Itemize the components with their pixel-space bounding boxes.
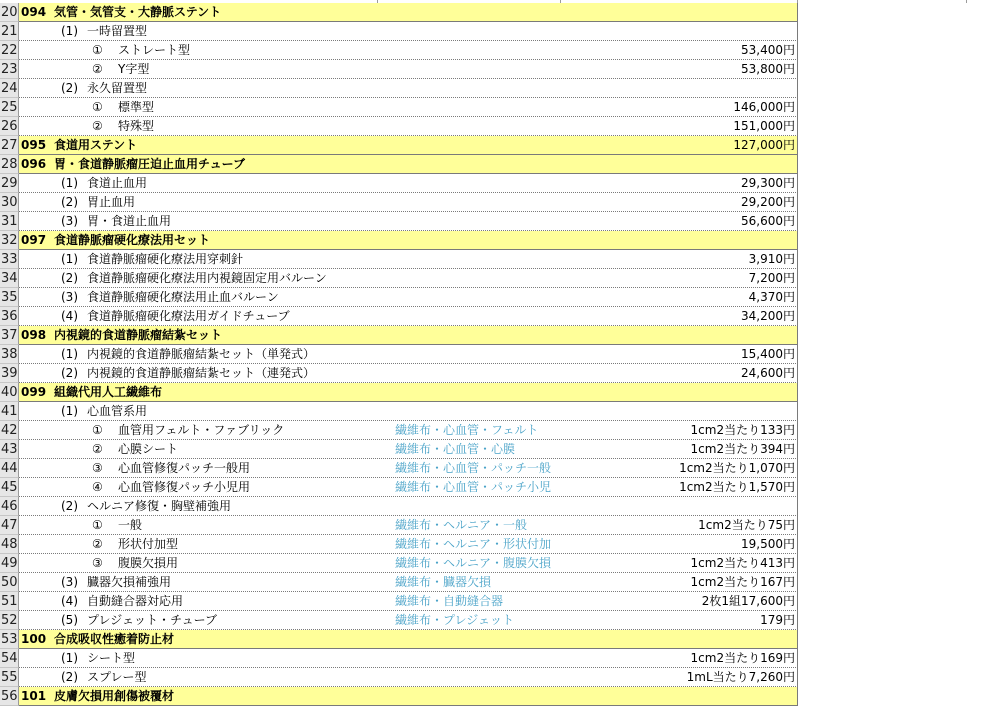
row-number[interactable]: 40 — [1, 385, 18, 400]
row-number[interactable]: 22 — [1, 43, 18, 58]
item-cell[interactable] — [19, 79, 798, 98]
cell-border — [797, 288, 798, 307]
table-row[interactable] — [0, 3, 996, 22]
row-number[interactable]: 45 — [1, 480, 18, 495]
table-row[interactable] — [0, 307, 996, 326]
row-number[interactable]: 29 — [1, 176, 18, 191]
item-code: (2) — [61, 271, 78, 285]
item-cell[interactable] — [19, 269, 798, 288]
row-number[interactable]: 47 — [1, 518, 18, 533]
item-label: 皮膚欠損用創傷被覆材 — [54, 689, 175, 703]
item-code: ② — [92, 119, 103, 133]
table-row[interactable] — [0, 117, 996, 136]
item-label: 標準型 — [118, 100, 155, 114]
cell-border — [797, 193, 798, 212]
table-row[interactable] — [0, 326, 996, 345]
item-code: (1) — [61, 651, 78, 665]
cell-border — [797, 592, 798, 611]
item-label: 一時留置型 — [87, 24, 148, 38]
item-code: ② — [92, 62, 103, 76]
item-label: シート型 — [87, 651, 136, 665]
row-number[interactable]: 55 — [1, 670, 18, 685]
item-code: (2) — [61, 195, 78, 209]
price-value: 179円 — [760, 613, 795, 627]
item-cell[interactable] — [19, 288, 798, 307]
price-value: 1cm2当たり75円 — [698, 518, 795, 532]
item-code: 096 — [21, 157, 47, 171]
price-value: 127,000円 — [733, 138, 795, 152]
price-value: 56,600円 — [741, 214, 795, 228]
item-cell[interactable] — [19, 478, 798, 497]
cell-border — [797, 212, 798, 231]
item-label: 一般 — [118, 518, 143, 532]
table-row[interactable] — [0, 649, 996, 668]
item-label: Y字型 — [118, 62, 150, 76]
item-code: ① — [92, 43, 103, 57]
table-row[interactable] — [0, 212, 996, 231]
price-value: 1cm2当たり413円 — [690, 556, 795, 570]
cell-border — [797, 516, 798, 535]
price-value: 53,400円 — [741, 43, 795, 57]
item-code: 098 — [21, 328, 47, 342]
row-number[interactable]: 43 — [1, 442, 18, 457]
row-number[interactable]: 31 — [1, 214, 18, 229]
item-label: 永久留置型 — [87, 81, 148, 95]
item-label: 食道静脈瘤硬化療法用止血バルーン — [87, 290, 279, 304]
item-code: (4) — [61, 594, 78, 608]
row-number[interactable]: 52 — [1, 613, 18, 628]
item-label: 心血管修復パッチ一般用 — [118, 461, 251, 475]
section-header-cell[interactable] — [19, 630, 798, 649]
row-number[interactable]: 32 — [1, 233, 18, 248]
table-row[interactable] — [0, 611, 996, 630]
cell-border — [797, 136, 798, 155]
price-value: 4,370円 — [748, 290, 795, 304]
item-cell[interactable] — [19, 421, 798, 440]
cell-border — [797, 383, 798, 402]
row-number[interactable]: 48 — [1, 537, 18, 552]
cell-border — [797, 630, 798, 649]
table-row[interactable] — [0, 687, 996, 706]
item-label: 腹膜欠損用 — [118, 556, 179, 570]
item-label: 形状付加型 — [118, 537, 179, 551]
item-code: (1) — [61, 404, 78, 418]
cell-border — [797, 478, 798, 497]
item-code: 101 — [21, 689, 47, 703]
category-label: 繊維布・心血管・心膜 — [395, 442, 516, 456]
cell-border — [797, 22, 798, 41]
row-number[interactable]: 38 — [1, 347, 18, 362]
row-number[interactable]: 53 — [1, 632, 18, 647]
item-label: 特殊型 — [118, 119, 155, 133]
item-label: 食道静脈瘤硬化療法用内視鏡固定用バルーン — [87, 271, 327, 285]
item-label: 食道静脈瘤硬化療法用ガイドチューブ — [87, 309, 290, 323]
item-code: (5) — [61, 613, 78, 627]
price-value: 34,200円 — [741, 309, 795, 323]
price-value: 146,000円 — [733, 100, 795, 114]
category-label: 繊維布・心血管・パッチ小児 — [395, 480, 552, 494]
price-value: 1mL当たり7,260円 — [686, 670, 795, 684]
table-row[interactable] — [0, 554, 996, 573]
table-row[interactable] — [0, 155, 996, 174]
row-number[interactable]: 56 — [1, 689, 18, 704]
price-value: 1cm2当たり1,570円 — [679, 480, 795, 494]
table-row[interactable] — [0, 60, 996, 79]
category-label: 繊維布・ヘルニア・形状付加 — [395, 537, 552, 551]
table-row[interactable] — [0, 535, 996, 554]
item-label: 臓器欠損補強用 — [87, 575, 172, 589]
row-number[interactable]: 20 — [1, 5, 18, 20]
item-cell[interactable] — [19, 98, 798, 117]
item-code: (2) — [61, 81, 78, 95]
row-number[interactable]: 21 — [1, 24, 18, 39]
row-number[interactable]: 28 — [1, 157, 18, 172]
item-code: 094 — [21, 5, 47, 19]
row-number[interactable]: 41 — [1, 404, 18, 419]
item-code: ① — [92, 518, 103, 532]
row-number[interactable]: 50 — [1, 575, 18, 590]
row-number[interactable]: 24 — [1, 81, 18, 96]
row-number[interactable]: 30 — [1, 195, 18, 210]
item-code: 100 — [21, 632, 47, 646]
cell-border — [797, 60, 798, 79]
item-code: (1) — [61, 252, 78, 266]
table-row[interactable] — [0, 630, 996, 649]
category-label: 繊維布・ヘルニア・腹膜欠損 — [395, 556, 552, 570]
item-cell[interactable] — [19, 41, 798, 60]
table-row[interactable] — [0, 250, 996, 269]
price-value: 1cm2当たり169円 — [690, 651, 795, 665]
item-label: ヘルニア修復・胸壁補強用 — [87, 499, 232, 513]
item-label: 胃止血用 — [87, 195, 136, 209]
item-label: 組織代用人工繊維布 — [54, 385, 163, 399]
cell-border — [797, 174, 798, 193]
table-row[interactable] — [0, 516, 996, 535]
table-row[interactable] — [0, 402, 996, 421]
item-label: 胃・食道静脈瘤圧迫止血用チューブ — [54, 157, 246, 171]
price-value: 2枚1組17,600円 — [701, 594, 795, 608]
cell-border — [797, 687, 798, 706]
row-number[interactable]: 44 — [1, 461, 18, 476]
item-cell[interactable] — [19, 459, 798, 478]
item-cell[interactable] — [19, 193, 798, 212]
category-label: 繊維布・自動縫合器 — [395, 594, 504, 608]
table-row[interactable] — [0, 174, 996, 193]
item-code: (3) — [61, 214, 78, 228]
price-value: 53,800円 — [741, 62, 795, 76]
item-label: 内視鏡的食道静脈瘤結紮セット（単発式） — [87, 347, 316, 361]
row-number[interactable]: 35 — [1, 290, 18, 305]
section-header-cell[interactable] — [19, 326, 798, 345]
price-value: 1cm2当たり167円 — [690, 575, 795, 589]
item-code: 095 — [21, 138, 47, 152]
item-cell[interactable] — [19, 22, 798, 41]
section-header-cell[interactable] — [19, 3, 798, 22]
item-label: 心血管修復パッチ小児用 — [118, 480, 251, 494]
row-number[interactable]: 25 — [1, 100, 18, 115]
table-row[interactable] — [0, 478, 996, 497]
cell-border — [797, 326, 798, 345]
item-code: ③ — [92, 461, 103, 475]
item-cell[interactable] — [19, 117, 798, 136]
cell-border — [797, 402, 798, 421]
cell-border — [797, 421, 798, 440]
cell-border — [797, 535, 798, 554]
cell-border — [797, 497, 798, 516]
cell-border — [797, 611, 798, 630]
item-cell[interactable] — [19, 573, 798, 592]
item-label: ストレート型 — [118, 43, 191, 57]
item-code: 097 — [21, 233, 47, 247]
section-header-cell[interactable] — [19, 383, 798, 402]
cell-border — [797, 269, 798, 288]
price-value: 3,910円 — [748, 252, 795, 266]
row-number[interactable]: 46 — [1, 499, 18, 514]
item-cell[interactable] — [19, 212, 798, 231]
item-label: 血管用フェルト・ファブリック — [118, 423, 285, 437]
cell-border — [797, 41, 798, 60]
category-label: 繊維布・臓器欠損 — [395, 575, 492, 589]
item-label: 食道止血用 — [87, 176, 148, 190]
price-value: 7,200円 — [748, 271, 795, 285]
item-cell[interactable] — [19, 364, 798, 383]
item-cell[interactable] — [19, 668, 798, 687]
cell-border — [797, 250, 798, 269]
table-row[interactable] — [0, 231, 996, 250]
price-value: 19,500円 — [741, 537, 795, 551]
row-number[interactable]: 34 — [1, 271, 18, 286]
row-number[interactable]: 36 — [1, 309, 18, 324]
section-header-cell[interactable] — [19, 231, 798, 250]
table-row[interactable] — [0, 22, 996, 41]
price-value: 15,400円 — [741, 347, 795, 361]
table-row[interactable] — [0, 573, 996, 592]
item-label: 心血管系用 — [87, 404, 148, 418]
item-code: (2) — [61, 499, 78, 513]
item-label: 心膜シート — [118, 442, 179, 456]
price-value: 29,300円 — [741, 176, 795, 190]
item-code: ② — [92, 442, 103, 456]
item-code: (2) — [61, 670, 78, 684]
item-cell[interactable] — [19, 535, 798, 554]
section-header-cell[interactable] — [19, 136, 798, 155]
item-code: ① — [92, 100, 103, 114]
item-code: 099 — [21, 385, 47, 399]
item-cell[interactable] — [19, 592, 798, 611]
item-code: ③ — [92, 556, 103, 570]
item-cell[interactable] — [19, 611, 798, 630]
row-number[interactable]: 33 — [1, 252, 18, 267]
row-number[interactable]: 49 — [1, 556, 18, 571]
item-cell[interactable] — [19, 516, 798, 535]
price-value: 29,200円 — [741, 195, 795, 209]
section-header-cell[interactable] — [19, 687, 798, 706]
row-number[interactable]: 23 — [1, 62, 18, 77]
item-label: 食道用ステント — [54, 138, 138, 152]
item-label: プレジェット・チューブ — [87, 613, 218, 627]
cell-border — [797, 117, 798, 136]
table-row[interactable] — [0, 440, 996, 459]
item-cell[interactable] — [19, 345, 798, 364]
item-cell[interactable] — [19, 554, 798, 573]
cell-border — [797, 554, 798, 573]
item-label: 胃・食道止血用 — [87, 214, 172, 228]
item-cell[interactable] — [19, 440, 798, 459]
cell-border — [797, 668, 798, 687]
item-label: 内視鏡的食道静脈瘤結紮セット（連発式） — [87, 366, 316, 380]
cell-border — [797, 3, 798, 22]
item-code: (1) — [61, 24, 78, 38]
table-row[interactable] — [0, 41, 996, 60]
item-label: 食道静脈瘤硬化療法用セット — [54, 233, 211, 247]
price-value: 1cm2当たり394円 — [690, 442, 795, 456]
item-label: 自動縫合器対応用 — [87, 594, 184, 608]
item-code: (2) — [61, 366, 78, 380]
row-number[interactable]: 26 — [1, 119, 18, 134]
item-cell[interactable] — [19, 174, 798, 193]
table-row[interactable] — [0, 421, 996, 440]
row-number[interactable]: 39 — [1, 366, 18, 381]
row-number[interactable]: 54 — [1, 651, 18, 666]
item-label: スプレー型 — [87, 670, 147, 684]
table-row[interactable] — [0, 364, 996, 383]
cell-border — [797, 459, 798, 478]
item-cell[interactable] — [19, 649, 798, 668]
cell-border — [797, 440, 798, 459]
cell-border — [797, 231, 798, 250]
table-row[interactable] — [0, 459, 996, 478]
table-row[interactable] — [0, 79, 996, 98]
item-cell[interactable] — [19, 307, 798, 326]
cell-border — [797, 307, 798, 326]
table-row[interactable] — [0, 592, 996, 611]
item-code: (1) — [61, 347, 78, 361]
item-code: (3) — [61, 290, 78, 304]
item-code: (1) — [61, 176, 78, 190]
item-code: ④ — [92, 480, 103, 494]
item-label: 食道静脈瘤硬化療法用穿刺針 — [87, 252, 244, 266]
cell-border — [797, 364, 798, 383]
item-code: ② — [92, 537, 103, 551]
category-label: 繊維布・心血管・フェルト — [395, 423, 539, 437]
category-label: 繊維布・ヘルニア・一般 — [395, 518, 528, 532]
cell-border — [797, 79, 798, 98]
cell-border — [797, 649, 798, 668]
table-row[interactable] — [0, 497, 996, 516]
item-label: 内視鏡的食道静脈瘤結紮セット — [54, 328, 223, 342]
row-number[interactable]: 27 — [1, 138, 18, 153]
row-number[interactable]: 37 — [1, 328, 18, 343]
section-header-cell[interactable] — [19, 155, 798, 174]
item-cell[interactable] — [19, 250, 798, 269]
table-row[interactable] — [0, 136, 996, 155]
price-value: 1cm2当たり133円 — [690, 423, 795, 437]
item-code: ① — [92, 423, 103, 437]
item-label: 合成吸収性癒着防止材 — [54, 632, 175, 646]
price-value: 151,000円 — [733, 119, 795, 133]
item-cell[interactable] — [19, 497, 798, 516]
category-label: 繊維布・プレジェット — [395, 613, 514, 627]
item-cell[interactable] — [19, 402, 798, 421]
row-number[interactable]: 42 — [1, 423, 18, 438]
cell-border — [797, 573, 798, 592]
item-code: (4) — [61, 309, 78, 323]
table-row[interactable] — [0, 345, 996, 364]
price-value: 24,600円 — [741, 366, 795, 380]
item-label: 気管・気管支・大静脈ステント — [54, 5, 222, 19]
table-row[interactable] — [0, 383, 996, 402]
item-code: (3) — [61, 575, 78, 589]
table-row[interactable] — [0, 288, 996, 307]
table-row[interactable] — [0, 193, 996, 212]
cell-border — [797, 155, 798, 174]
table-row[interactable] — [0, 269, 996, 288]
row-number[interactable]: 51 — [1, 594, 18, 609]
category-label: 繊維布・心血管・パッチ一般 — [395, 461, 552, 475]
table-row[interactable] — [0, 668, 996, 687]
item-cell[interactable] — [19, 60, 798, 79]
price-value: 1cm2当たり1,070円 — [679, 461, 795, 475]
cell-border — [797, 98, 798, 117]
table-row[interactable] — [0, 98, 996, 117]
cell-border — [797, 345, 798, 364]
